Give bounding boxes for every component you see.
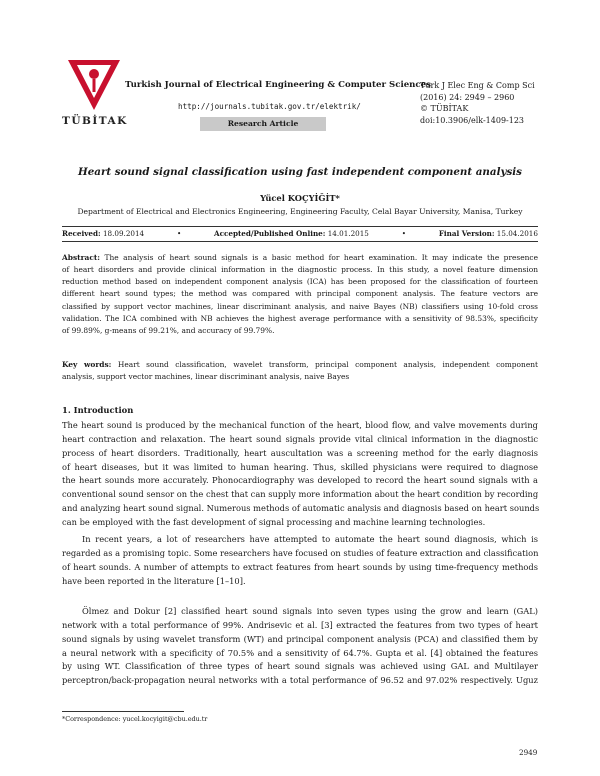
abstract-line: classified by support vector machines, linear discriminant analysis, and naive Bayes (NB) classifiers using 10-fold cross xyxy=(62,301,538,311)
dates-top-rule xyxy=(62,226,538,227)
citation-volume: (2016) 24: 2949 – 2960 xyxy=(420,92,515,102)
body-line: of heart sounds. A number of attempts to extract features from heart sounds by using time-frequency methods xyxy=(62,561,538,572)
body-line: perceptron/back-propagation neural networks with a total performance of 96.52 and 97.02% respectively. Uguz xyxy=(62,675,538,686)
paper-title: Heart sound signal classification using fast independent component analysis xyxy=(78,166,522,178)
citation-block xyxy=(420,80,535,127)
footnote-rule xyxy=(62,711,184,712)
author-name: Yücel KOÇYİĞİT* xyxy=(260,193,340,203)
citation-doi[interactable]: doi:10.3906/elk-1409-123 xyxy=(420,116,525,126)
journal-title: Turkish Journal of Electrical Engineering & Computer Sciences xyxy=(125,80,431,90)
body-line: of heart diseases, but it was limited to human hearing. Thus, skilled physicians were required to diagnose xyxy=(62,461,538,472)
body-line: have been reported in the literature [1–10]. xyxy=(62,575,246,586)
body-line: and analyzing heart sound signal. Numerous methods of automatic analysis and diagnosis based on heart sounds xyxy=(62,503,540,514)
correspondence-footnote: *Correspondence: yucel.kocyigit@cbu.edu.tr xyxy=(62,715,208,723)
date-separator: • xyxy=(401,229,406,238)
abstract-line: Abstract: The analysis of heart sound signals is a basic method for heart examination. It may indicate the presence xyxy=(62,253,538,262)
page-number: 2949 xyxy=(519,748,538,757)
intro-paragraph-3 xyxy=(62,605,538,688)
body-line: Ölmez and Dokur [2] classified heart sound signals into seven types using the grow and learn (GAL) xyxy=(82,606,538,616)
section-heading-introduction: 1. Introduction xyxy=(62,405,134,415)
keywords xyxy=(62,359,538,383)
citation-journal: Turk J Elec Eng & Comp Sci xyxy=(420,81,535,90)
keywords-label: Key words: xyxy=(62,360,112,369)
dates-bottom-rule xyxy=(62,241,538,242)
abstract-line: reduction method based on independent component analysis (ICA) has been proposed for the classification of fourteen xyxy=(62,277,538,287)
accepted-date: Accepted/Published Online: 14.01.2015 xyxy=(214,229,369,238)
tubitak-logo-icon xyxy=(68,60,120,110)
journal-url[interactable]: http://journals.tubitak.gov.tr/elektrik/ xyxy=(178,102,361,111)
body-line: network with a total performance of 99%. Andrisevic et al. [3] extracted the features from two types of heart xyxy=(62,619,538,630)
dates-bar xyxy=(62,229,538,238)
body-line: a neural network with a specificity of 70.5% and a sensitivity of 64.7%. Gupta et al. [4] obtained the features xyxy=(62,647,538,658)
final-date: Final Version: 15.04.2016 xyxy=(438,229,538,238)
abstract-line: validation. The ICA combined with NB achieves the highest average performance with a sensitivity of 98.53%, specificity xyxy=(62,313,538,323)
body-line: regarded as a promising topic. Some researchers have focused on studies of feature extraction and classification xyxy=(62,547,539,558)
intro-paragraph-1 xyxy=(62,419,538,530)
abstract xyxy=(62,252,538,337)
body-line: The heart sound is produced by the mechanical function of the heart, blood flow, and valve movements during xyxy=(62,420,538,430)
article-type-badge: Research Article xyxy=(200,117,326,131)
affiliation: Department of Electrical and Electronics Engineering, Engineering Faculty, Celal Bayar University, Manisa, Turkey xyxy=(77,207,523,216)
citation-copyright: © TÜBİTAK xyxy=(420,104,469,114)
body-line: conventional sound sensor on the chest that can supply more information about the heart condition by recording xyxy=(62,489,539,500)
body-line: can be employed with the fast development of signal processing and machine learning technologies. xyxy=(62,516,486,527)
body-line: In recent years, a lot of researchers have attempted to automate the heart sound diagnosis, which is xyxy=(82,534,538,544)
brand-name: TÜBİTAK xyxy=(62,115,128,127)
body-line: process of heart disorders. Traditionally, heart auscultation was a screening method for the early diagnosis xyxy=(62,447,538,458)
keywords-line: Key words: Heart sound classification, wavelet transform, principal component analysis, independent component xyxy=(62,360,539,369)
abstract-line: different heart sound types; the method was compared with principal component analysis. The feature vectors are xyxy=(62,289,538,299)
body-line: heart contraction and relaxation. The heart sound signals provide vital clinical information in the diagnostic xyxy=(62,433,538,444)
abstract-label: Abstract: xyxy=(62,253,101,262)
body-line: the heart sounds more accurately. Phonocardiography was developed to record the heart sound signals with a xyxy=(62,475,538,486)
body-line: sound signals by using wavelet transform (WT) and principal component analysis (PCA) and classified them by xyxy=(62,633,538,644)
body-line: by using WT. Classification of three types of heart sound signals was achieved using GAL and Multilayer xyxy=(62,661,538,672)
keywords-line: analysis, support vector machines, linear discriminant analysis, naive Bayes xyxy=(62,372,350,382)
abstract-line: of heart disorders and provide clinical information in the diagnostic process. In this study, a novel feature dimension xyxy=(62,265,538,275)
intro-paragraph-2 xyxy=(62,533,538,588)
date-separator: • xyxy=(176,229,182,238)
received-date: Received: 18.09.2014 xyxy=(62,229,145,238)
abstract-line: of 99.89%, g-means of 99.21%, and accuracy of 99.79%. xyxy=(62,325,275,335)
